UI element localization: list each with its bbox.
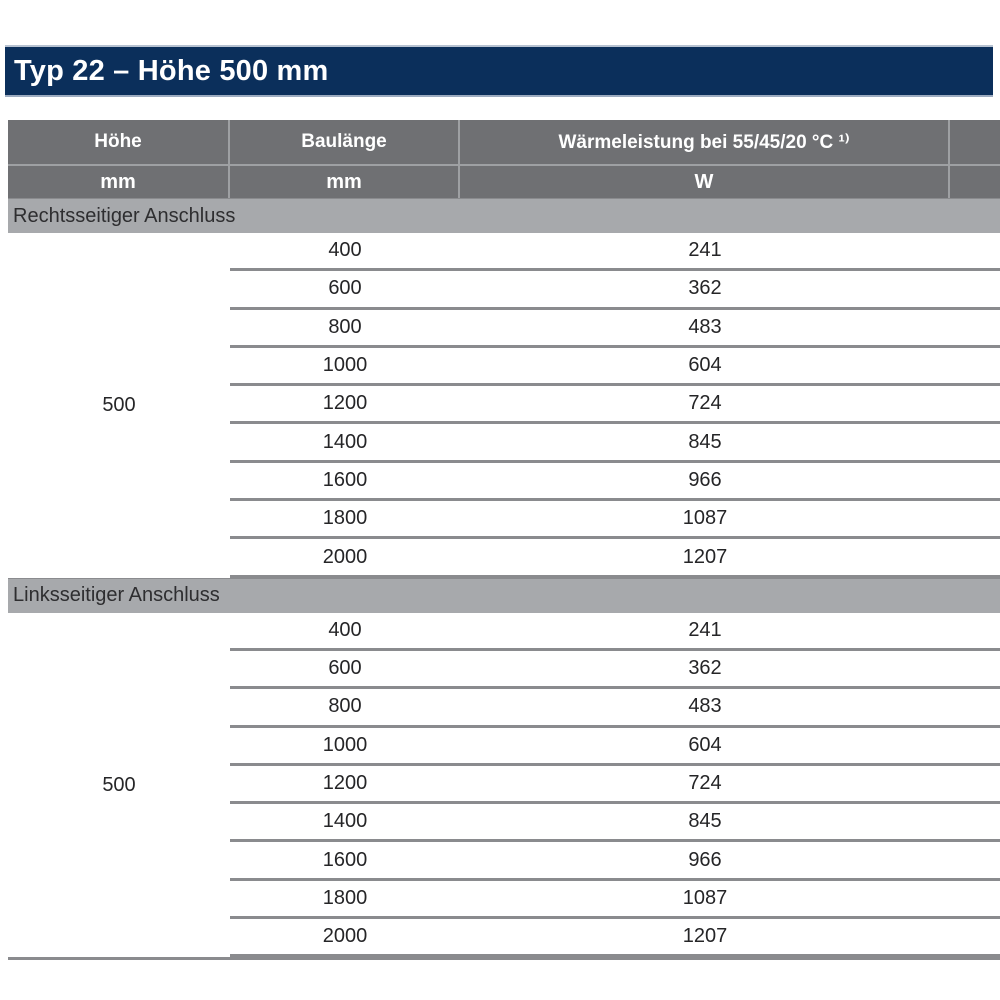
- table-row-leistung: 724: [460, 386, 950, 424]
- table-row-leistung: 1207: [460, 919, 950, 957]
- table-row-cutoff: [950, 766, 1000, 804]
- table-row-cutoff: [950, 651, 1000, 689]
- table-row-baulaenge: 1800: [230, 881, 460, 919]
- table-row-leistung: 724: [460, 766, 950, 804]
- table-row-leistung: 966: [460, 463, 950, 501]
- table-row-baulaenge: 1600: [230, 842, 460, 880]
- spec-table: [8, 120, 1000, 960]
- unit-hoehe: mm: [8, 166, 230, 198]
- table-row-cutoff: [950, 539, 1000, 577]
- table-row-leistung: 604: [460, 728, 950, 766]
- table-row-baulaenge: 1400: [230, 804, 460, 842]
- table-row-leistung: 966: [460, 842, 950, 880]
- table-row-baulaenge: 400: [230, 613, 460, 651]
- table-row-cutoff: [950, 842, 1000, 880]
- table-row-cutoff: [950, 501, 1000, 539]
- unit-waermeleistung: W: [460, 166, 950, 198]
- section-header: Rechtsseitiger Anschluss: [8, 198, 1000, 233]
- col-header-baulaenge: Baulänge: [230, 120, 460, 166]
- table-row-leistung: 483: [460, 310, 950, 348]
- table-row-cutoff: [950, 271, 1000, 309]
- table-row-cutoff: [950, 804, 1000, 842]
- table-row-baulaenge: 2000: [230, 919, 460, 957]
- table-row-baulaenge: 800: [230, 689, 460, 727]
- table-row-baulaenge: 600: [230, 271, 460, 309]
- table-row-cutoff: [950, 463, 1000, 501]
- table-row-baulaenge: 1200: [230, 386, 460, 424]
- table-bottom-rule: [8, 957, 1000, 960]
- table-row-leistung: 1087: [460, 881, 950, 919]
- table-row-cutoff: [950, 881, 1000, 919]
- col-header-hoehe: Höhe: [8, 120, 230, 166]
- table-row-leistung: 483: [460, 689, 950, 727]
- section-header: Linksseitiger Anschluss: [8, 578, 1000, 613]
- table-row-baulaenge: 1200: [230, 766, 460, 804]
- table-row-cutoff: [950, 919, 1000, 957]
- type-title-bar: [5, 45, 993, 97]
- table-row-leistung: 362: [460, 271, 950, 309]
- col-header-waermeleistung: Wärmeleistung bei 55/45/20 °C ¹⁾: [460, 120, 950, 166]
- hoehe-value: 500: [8, 233, 230, 578]
- table-row-cutoff: [950, 689, 1000, 727]
- col-header-cutoff: [950, 120, 1000, 166]
- table-row-baulaenge: 1600: [230, 463, 460, 501]
- table-row-baulaenge: 1400: [230, 424, 460, 462]
- table-row-leistung: 1207: [460, 539, 950, 577]
- table-row-baulaenge: 800: [230, 310, 460, 348]
- type-title: Typ 22 – Höhe 500 mm: [14, 54, 329, 87]
- hoehe-value: 500: [8, 613, 230, 958]
- table-row-baulaenge: 2000: [230, 539, 460, 577]
- table-row-cutoff: [950, 310, 1000, 348]
- table-row-cutoff: [950, 728, 1000, 766]
- table-row-cutoff: [950, 613, 1000, 651]
- table-row-leistung: 241: [460, 233, 950, 271]
- table-row-cutoff: [950, 348, 1000, 386]
- table-row-leistung: 362: [460, 651, 950, 689]
- table-row-cutoff: [950, 424, 1000, 462]
- table-row-cutoff: [950, 233, 1000, 271]
- table-row-leistung: 845: [460, 804, 950, 842]
- table-row-leistung: 241: [460, 613, 950, 651]
- table-row-baulaenge: 1000: [230, 728, 460, 766]
- table-row-cutoff: [950, 386, 1000, 424]
- table-row-baulaenge: 600: [230, 651, 460, 689]
- table-row-baulaenge: 1000: [230, 348, 460, 386]
- table-row-baulaenge: 1800: [230, 501, 460, 539]
- table-row-leistung: 845: [460, 424, 950, 462]
- table-row-baulaenge: 400: [230, 233, 460, 271]
- unit-baulaenge: mm: [230, 166, 460, 198]
- table-row-leistung: 604: [460, 348, 950, 386]
- table-row-leistung: 1087: [460, 501, 950, 539]
- unit-cutoff: [950, 166, 1000, 198]
